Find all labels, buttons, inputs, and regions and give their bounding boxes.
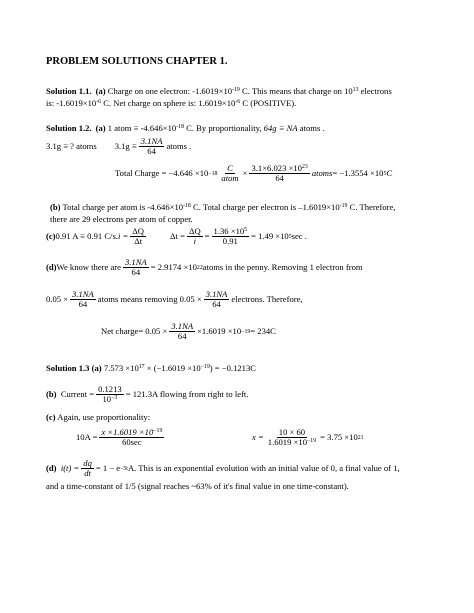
denominator: 64 xyxy=(147,146,156,157)
solution-1-3-line-b xyxy=(46,385,248,405)
exponent: -19 xyxy=(232,86,240,93)
exponent: −19 xyxy=(200,363,210,370)
text: 0.05 × xyxy=(46,294,69,305)
text: = −4.646 ×10 xyxy=(161,168,209,179)
numerator: 3.1NA xyxy=(205,289,228,299)
text: A. This is an exponential evolution with an initial value of 0, a final value of 1, xyxy=(127,463,400,474)
part-b-label: (b) xyxy=(50,202,61,212)
exponent: 5 xyxy=(244,226,248,233)
solution-1-1-line-2 xyxy=(46,99,296,109)
exponent: −3 xyxy=(111,395,118,402)
text: = 3.75 ×10 xyxy=(320,432,358,443)
numerator: 3.1NA xyxy=(124,257,147,267)
denominator: atom xyxy=(221,173,239,184)
numerator: 3.1NA xyxy=(72,289,94,299)
part-c-label: (c) xyxy=(46,231,56,242)
text: atoms means removing 0.05 × xyxy=(97,294,202,305)
text: 3.1g ≡ xyxy=(114,141,137,152)
text: Net charge xyxy=(101,326,139,337)
exponent: -6 xyxy=(96,98,102,105)
fraction xyxy=(130,227,146,247)
part-d-label: (d) xyxy=(46,262,57,273)
text: x = xyxy=(252,432,264,443)
fraction xyxy=(204,290,230,310)
text: = xyxy=(204,231,210,242)
numerator: 10 × 60 xyxy=(278,427,306,437)
text: i = xyxy=(117,231,129,242)
denominator: 60sec xyxy=(122,437,142,448)
fraction xyxy=(123,258,149,278)
part-a-label: (a) xyxy=(95,123,106,133)
numerator: 3.1NA xyxy=(140,136,163,146)
solution-1-2-line-2 xyxy=(46,137,191,157)
text: × xyxy=(242,168,248,179)
denominator: 64 xyxy=(177,331,187,342)
text: atoms in the penny. Removing 1 electron from xyxy=(202,262,363,273)
text: = 1 − e xyxy=(95,463,121,474)
text: = 0.05 × xyxy=(138,326,168,337)
text: ) = −0.1213C xyxy=(209,363,256,373)
text: = 1.49 ×10 xyxy=(251,231,289,242)
denominator xyxy=(100,395,119,404)
text: electrons xyxy=(358,86,392,96)
text: × (−1.6019 ×10 xyxy=(144,363,201,373)
text: We know there are xyxy=(56,262,121,273)
text: C. Total charge per electron is –1.6019×10 xyxy=(190,202,340,212)
numerator: ΔQ xyxy=(132,226,145,236)
denominator: 0.91 xyxy=(222,236,238,247)
text: C. This means that charge on 10 xyxy=(239,86,353,96)
denominator xyxy=(266,438,318,447)
text: 3.1g ≡ ? atoms xyxy=(46,141,97,152)
exponent: -18 xyxy=(176,123,184,130)
numerator: 0.1213 xyxy=(98,384,122,394)
text: C (POSITIVE). xyxy=(240,98,297,108)
fraction xyxy=(249,164,309,184)
solution-1-2-line-1 xyxy=(46,124,325,134)
numerator: dq xyxy=(83,458,92,468)
proportionality-equation-left xyxy=(76,428,166,448)
exponent: -18 xyxy=(183,202,191,209)
exponent: −19 xyxy=(153,427,163,434)
text: C. Net charge on sphere is: 1.6019×10 xyxy=(101,98,236,108)
text: 7.573 ×10 xyxy=(103,363,139,373)
proportion-expression: 64g ≡ NA xyxy=(263,123,298,133)
part-b-line-2: there are 29 electrons per atom of copper. xyxy=(50,214,193,224)
denominator: i xyxy=(193,236,196,247)
fraction xyxy=(70,290,96,310)
fraction xyxy=(99,428,164,448)
total-charge-equation: Total Charge = −4.646 ×10 −18 $\frac{C}{\text{atom}}$ × $\frac{3.1\times 6.023 \times 10^{23}}{64}$ atoms = −1.3554 ×10 5 C xyxy=(115,163,393,184)
text: sec . xyxy=(291,231,307,242)
text: 10 xyxy=(102,394,112,405)
fraction xyxy=(187,227,203,247)
text: ×1.6019 ×10 xyxy=(197,326,242,337)
text: 0.91 A ≡ 0.91 C/s. xyxy=(55,231,118,242)
text: Δt = xyxy=(170,231,185,242)
text: C xyxy=(386,168,393,179)
exponent: -6 xyxy=(235,98,241,105)
solution-1-2-heading: Solution 1.2. xyxy=(46,123,92,133)
denominator: 64 xyxy=(131,267,141,278)
denominator: 64 xyxy=(78,299,88,310)
text: Current = xyxy=(60,389,95,400)
text: atoms xyxy=(311,168,333,179)
denominator: dt xyxy=(84,468,91,479)
numerator: 3.1NA xyxy=(171,321,194,331)
fraction xyxy=(139,137,165,157)
exponent: −19 xyxy=(307,438,317,445)
fraction xyxy=(81,459,94,479)
fraction xyxy=(169,322,195,342)
solution-1-3-line-d: (d) i(t) = $\frac{dq}{dt}$ = 1 − e −5t A. This is an exponential evolution with an initial value of 0, a final value of 1, xyxy=(46,458,400,479)
text: atoms . xyxy=(297,123,325,133)
text: C. Therefore, xyxy=(347,202,396,212)
numerator: C xyxy=(227,163,233,173)
text: C. By proportionality, xyxy=(184,123,264,133)
text: 3.1×6.023 ×10 xyxy=(251,163,302,173)
solution-1-3-line-d-2: and a time-constant of 1/5 (signal reaches ~63% of it's final value in one time-constant). xyxy=(46,481,349,491)
text: = 2.9174 ×10 xyxy=(150,262,197,273)
exponent: 23 xyxy=(301,163,308,170)
text: 1.36 ×10 xyxy=(213,226,245,236)
fraction xyxy=(96,385,124,405)
text: 10A = xyxy=(76,432,98,443)
text: Charge on one electron: -1.6019×10 xyxy=(107,86,233,96)
part-b-label: (b) xyxy=(46,389,57,400)
part-c-line: (c) 0.91 A ≡ 0.91 C/s. i = $\frac{\Delta Q}{\Delta t}$ Δt = $\frac{\Delta Q}{i}$ = $\frac{1.36 \times 10^5}{0.91}$ = 1.49 ×10 5 sec . xyxy=(46,226,307,247)
solution-1-3-line-c xyxy=(46,413,150,423)
denominator: 64 xyxy=(275,173,284,184)
part-a-label: (a) xyxy=(95,86,106,96)
text: atoms . xyxy=(166,141,192,152)
exponent: 17 xyxy=(138,363,145,370)
text: 1.6019 ×10 xyxy=(267,437,307,448)
text: electrons. Therefore, xyxy=(231,294,303,305)
text: x ×1.6019 ×10 xyxy=(101,427,154,437)
numerator: ΔQ xyxy=(188,226,201,236)
page-title: PROBLEM SOLUTIONS CHAPTER 1. xyxy=(46,56,228,67)
fraction xyxy=(219,164,240,184)
exponent: 13 xyxy=(352,86,359,93)
net-charge-equation: Net charge = 0.05 × $\frac{3.1NA}{64}$ ×1.6019 ×10 −19 = 234C xyxy=(101,321,276,342)
text: Total charge per atom is -4.646×10 xyxy=(62,202,184,212)
text: Total Charge xyxy=(115,168,160,179)
part-d-line-2 xyxy=(46,290,303,310)
text: = 234C xyxy=(250,326,276,337)
part-d-line-1: (d) We know there are $\frac{3.1NA}{64}$ = 2.9174 ×10 22 atoms in the penny. Removing 1 electron from xyxy=(46,257,363,278)
text: 1 atom ≡ -4.646×10 xyxy=(107,123,177,133)
fraction xyxy=(266,428,318,448)
part-a-label: (a) xyxy=(91,363,102,373)
denominator: Δt xyxy=(134,236,143,247)
text: i(t) = xyxy=(60,463,80,474)
part-c-label: (c) xyxy=(46,412,56,422)
text: = −1.3554 ×10 xyxy=(332,168,384,179)
solution-1-3-heading: Solution 1.3 xyxy=(46,363,90,373)
proportionality-equation-right: x = $\frac{10 \times 60}{1.6019 \times 10^{-19}}$ = 3.75 ×10 21 xyxy=(252,427,364,448)
solution-1-3-line-a xyxy=(46,364,256,374)
part-b-line-1 xyxy=(50,203,395,213)
text: = 121.3A flowing from right to left. xyxy=(125,389,249,400)
text: Again, use proportionality: xyxy=(57,412,151,422)
denominator: 64 xyxy=(212,299,221,310)
exponent: -19 xyxy=(339,202,348,209)
part-d-label: (d) xyxy=(46,463,57,474)
solution-1-1-line-1 xyxy=(46,87,392,97)
solution-1-1-heading: Solution 1.1. xyxy=(46,86,92,96)
fraction xyxy=(212,227,250,247)
text: is: -1.6019×10 xyxy=(46,98,97,108)
